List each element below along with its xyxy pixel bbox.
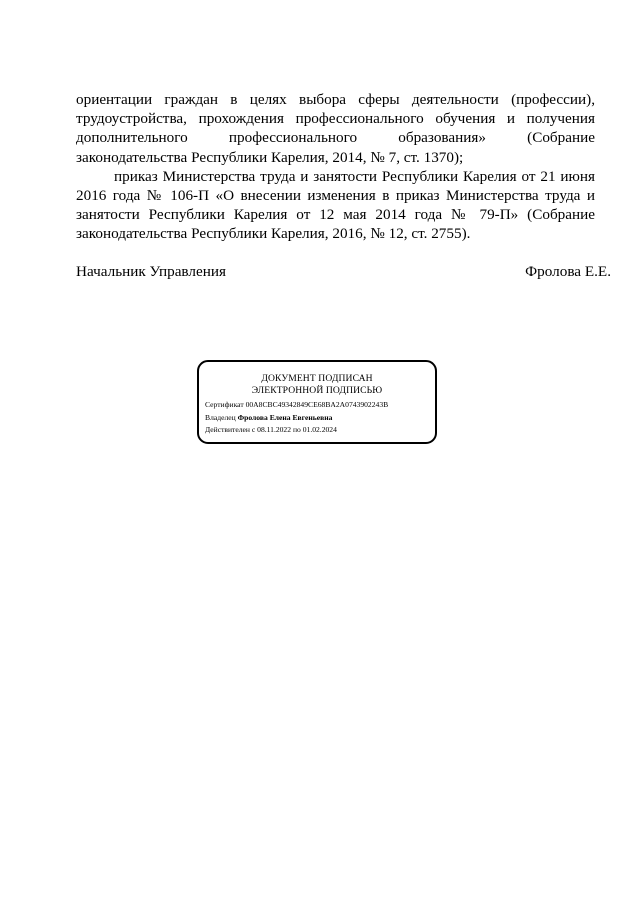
certificate-value: 00A8CBC49342849CE68BA2A0743902243B bbox=[245, 400, 389, 409]
certificate-line bbox=[205, 399, 429, 412]
stamp-title-line-2: ЭЛЕКТРОННОЙ ПОДПИСЬЮ bbox=[251, 384, 383, 396]
electronic-signature-stamp bbox=[197, 360, 437, 444]
paragraph-order-reference: приказ Министерства труда и занятости Республики Карелия от 21 июня 2016 года № 106-П «О внесении изменения в приказ Министерства труда и занятости Республики Карелия от 12 мая 2014 года № 79-П» (Собрание законодательства Республики Карелия, 2016, № 12, ст. 2755). bbox=[76, 167, 595, 243]
signer-name: Фролова Е.Е. bbox=[525, 263, 611, 280]
stamp-content bbox=[205, 365, 429, 439]
owner-line bbox=[205, 412, 429, 425]
stamp-title bbox=[205, 373, 429, 396]
validity-line bbox=[205, 424, 429, 437]
valid-label: Действителен с bbox=[205, 425, 256, 435]
owner-label: Владелец bbox=[205, 412, 236, 422]
stamp-details bbox=[205, 399, 429, 437]
document-body bbox=[76, 90, 595, 244]
valid-to: 01.02.2024 bbox=[302, 425, 337, 435]
valid-from: 08.11.2022 bbox=[257, 425, 292, 435]
signer-position: Начальник Управления bbox=[76, 263, 226, 280]
owner-value: Фролова Елена Евгеньевна bbox=[237, 412, 333, 422]
paragraph-continuation: ориентации граждан в целях выбора сферы деятельности (профессии), трудоустройства, прохождения профессионального обучения и получения дополнительного профессионального образования» (Собрание законодательства Республики Карелия, 2014, № 7, ст. 1370); bbox=[76, 91, 595, 166]
certificate-label: Сертификат bbox=[205, 400, 244, 409]
stamp-title-line-1: ДОКУМЕНТ ПОДПИСАН bbox=[261, 373, 373, 384]
valid-to-label: по bbox=[292, 425, 301, 435]
